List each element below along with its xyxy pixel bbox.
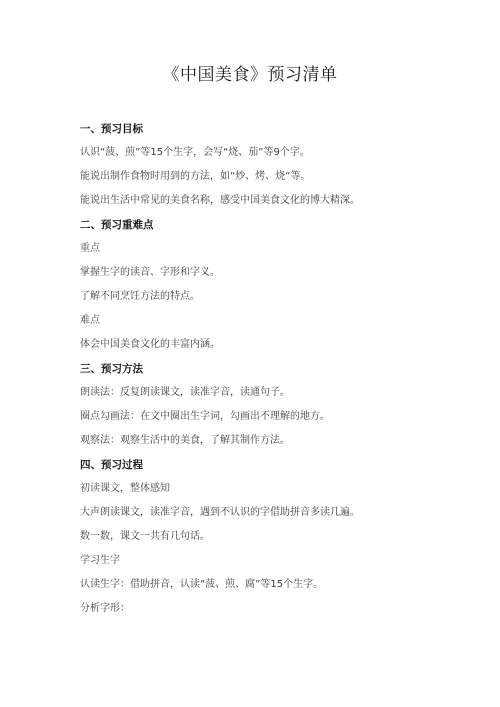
document-title: 《中国美食》预习清单: [162, 65, 338, 85]
method-line-2: 圈点勾画法：在文中圈出生字词，勾画出不理解的地方。: [80, 411, 330, 422]
process-line-1: 大声朗读课文，读准字音，遇到不认识的字借助拼音多读几遍。: [80, 507, 360, 518]
method-line-3: 观察法：观察生活中的美食，了解其制作方法。: [80, 435, 290, 446]
goal-line-1: 认识“菠、煎”等15个生字，会写“烧、茄”等9个字。: [80, 147, 310, 158]
section-heading-goals: 一、预习目标: [80, 123, 143, 135]
subheading-first-reading: 初读课文，整体感知: [80, 483, 170, 494]
subheading-key: 重点: [80, 243, 100, 254]
document-body: [80, 117, 420, 621]
section-heading-process: 四、预习过程: [80, 459, 143, 471]
subheading-difficulty: 难点: [80, 315, 100, 326]
key-point-line-2: 了解不同烹饪方法的特点。: [80, 291, 200, 302]
method-line-1: 朗读法：反复朗读课文，读准字音，读通句子。: [80, 387, 290, 398]
subheading-learn-characters: 学习生字: [80, 555, 120, 566]
section-heading-methods: 三、预习方法: [80, 363, 143, 375]
goal-line-3: 能说出生活中常见的美食名称，感受中国美食文化的博大精深。: [80, 195, 360, 206]
difficulty-line-1: 体会中国美食文化的丰富内涵。: [80, 339, 220, 350]
section-heading-key-points: 二、预习重难点: [80, 219, 154, 231]
process-line-4: 分析字形：: [80, 603, 130, 614]
goal-line-2: 能说出制作食物时用到的方法，如“炒、烤、烧”等。: [80, 171, 311, 182]
process-line-3: 认读生字：借助拼音，认读“菠、煎、腐”等15个生字。: [80, 579, 324, 590]
process-line-2: 数一数，课文一共有几句话。: [80, 531, 210, 542]
key-point-line-1: 掌握生字的读音、字形和字义。: [80, 267, 220, 278]
